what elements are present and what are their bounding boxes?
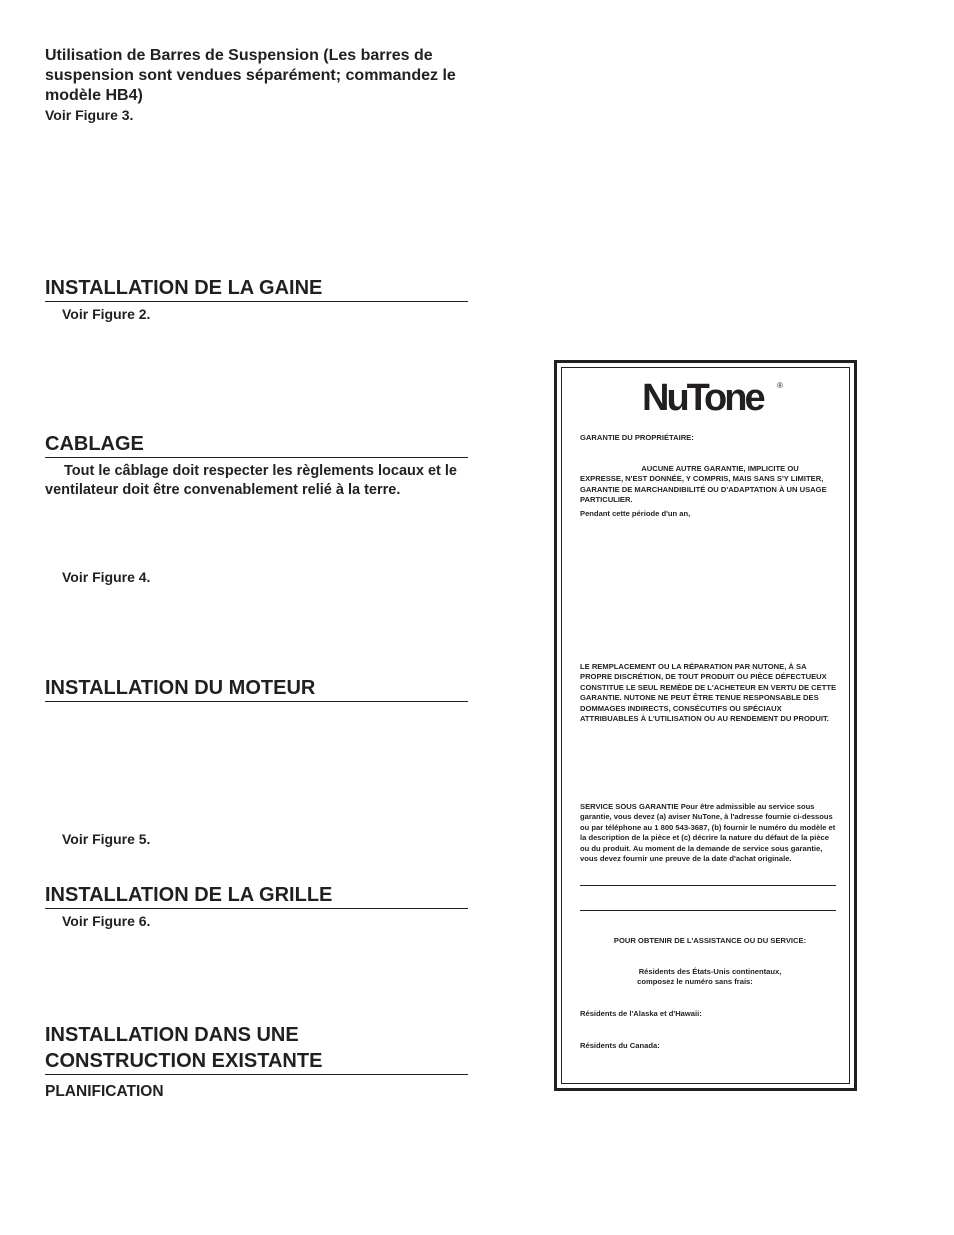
heading-duct-installation: INSTALLATION DE LA GAINE <box>45 275 468 302</box>
heading-existing-construction <box>45 1022 468 1075</box>
divider-1 <box>580 885 836 886</box>
see-figure-4: Voir Figure 4. <box>62 569 151 585</box>
warranty-box <box>554 360 857 1091</box>
warranty-box-inner <box>561 367 850 1084</box>
canada-residents: Résidents du Canada: <box>580 1041 660 1050</box>
wiring-text: Tout le câblage doit respecter les règlements locaux et le ventilateur doit être convenablement relié à la terre. <box>45 463 457 498</box>
see-figure-5: Voir Figure 5. <box>62 831 151 847</box>
hanger-bars-title: Utilisation de Barres de Suspension (Les barres de suspension sont vendues séparément; commandez le modèle HB4) <box>45 47 456 104</box>
us-residents-line1: Résidents des États-Unis continentaux, <box>638 967 782 976</box>
see-figure-2: Voir Figure 2. <box>62 306 151 322</box>
nutone-logo-text: NuTone <box>642 377 763 416</box>
warranty-period: Pendant cette période d'un an, <box>580 509 691 518</box>
heading-existing-line1: INSTALLATION DANS UNE <box>45 1024 299 1046</box>
registered-mark: ® <box>777 381 783 390</box>
no-other-warranty <box>580 464 840 506</box>
nutone-logo <box>640 372 790 416</box>
assistance-heading: POUR OBTENIR DE L'ASSISTANCE OU DU SERVICE: <box>613 936 807 945</box>
alaska-hawaii-residents: Résidents de l'Alaska et d'Hawaii: <box>580 1009 702 1018</box>
warranty-remedy: LE REMPLACEMENT OU LA RÉPARATION PAR NUTONE, À SA PROPRE DISCRÉTION, DE TOUT PRODUIT OU PIÈCE DÉFECTUEUX CONSTITUE LE SEUL REMÈDE DE L'ACHETEUR EN VERTU DE CETTE GARANTIE. NUTONE NE PEUT ÊTRE TENUE RESPONSABLE DES DOMMAGES INDIRECTS, CONSÉCUTIFS OU SPÉCIAUX ATTRIBUABLES À L'UTILISATION OU AU RENDEMENT DU PRODUIT. <box>580 662 837 724</box>
see-figure-6: Voir Figure 6. <box>62 913 151 929</box>
no-other-warranty-line1: AUCUNE AUTRE GARANTIE, IMPLICITE OU <box>641 464 799 473</box>
us-residents <box>580 967 840 988</box>
no-other-warranty-rest: EXPRESSE, N'EST DONNÉE, Y COMPRIS, MAIS SANS S'Y LIMITER, GARANTIE DE MARCHANDIBILITÉ OU D'ADAPTATION À UN USAGE PARTICULIER. <box>580 474 827 505</box>
heading-existing-line2: CONSTRUCTION EXISTANTE <box>45 1050 323 1072</box>
see-figure-3: Voir Figure 3. <box>45 107 134 123</box>
heading-motor-installation: INSTALLATION DU MOTEUR <box>45 675 468 702</box>
heading-wiring: CABLAGE <box>45 431 468 458</box>
us-residents-line2: composez le numéro sans frais: <box>637 977 753 987</box>
warranty-service: SERVICE SOUS GARANTIE Pour être admissible au service sous garantie, vous devez (a) aviser NuTone, à l'adresse fournie ci-dessous ou par téléphone au 1 800 543-3687, (b) fournir le numéro du modèle et la description de la pièce et (c) décrire la nature du défaut de la pièce ou du produit. Au moment de la demande de service sous garantie, vous devez fournir une preuve de la date d'achat originale. <box>580 802 836 864</box>
owner-warranty-label: GARANTIE DU PROPRIÉTAIRE: <box>580 433 694 442</box>
heading-grille-installation: INSTALLATION DE LA GRILLE <box>45 882 468 909</box>
planning-subheading: PLANIFICATION <box>45 1083 164 1100</box>
divider-2 <box>580 910 836 911</box>
hanger-bars-intro <box>45 46 465 124</box>
